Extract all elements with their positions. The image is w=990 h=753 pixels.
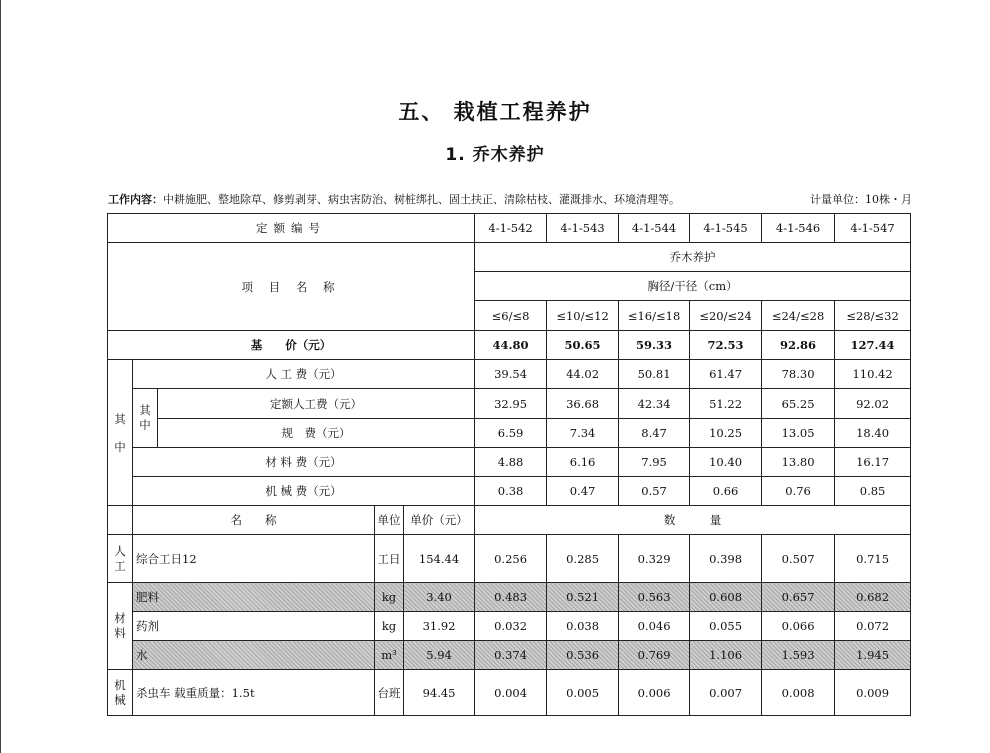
quota-labor-row [108, 389, 911, 419]
resource-unit: 台班 [375, 670, 404, 716]
code-row [108, 214, 911, 243]
section-title: 五、 栽植工程养护 [398, 100, 592, 124]
resource-row-machine [108, 670, 911, 716]
machine-fee-value: 0.38 [475, 477, 547, 506]
sub-of-which-label: 其中 [133, 389, 158, 448]
quantity-cell: 1.593 [762, 641, 835, 670]
machine-fee-value: 0.85 [835, 477, 911, 506]
group-row [108, 243, 911, 272]
quota-labor-label: 定额人工费（元） [158, 389, 475, 419]
code-cell: 4-1-544 [619, 214, 690, 243]
machine-fee-row [108, 477, 911, 506]
quantity-cell: 0.072 [835, 612, 911, 641]
quantity-cell: 0.256 [475, 535, 547, 583]
resource-name: 药剂 [133, 612, 375, 641]
quota-labor-value: 65.25 [762, 389, 835, 419]
quantity-cell: 0.715 [835, 535, 911, 583]
quantity-cell: 0.032 [475, 612, 547, 641]
quantity-header: 数 量 [475, 506, 911, 535]
material-fee-value: 6.16 [547, 448, 619, 477]
labor-fee-value: 50.81 [619, 360, 690, 389]
name-header: 名 称 [133, 506, 375, 535]
labor-fee-row [108, 360, 911, 389]
code-cell: 4-1-545 [690, 214, 762, 243]
resource-name: 水 [133, 641, 375, 670]
fee-row [108, 419, 911, 448]
code-label: 定额编号 [108, 214, 475, 243]
unit-header: 单位 [375, 506, 404, 535]
material-fee-value: 13.80 [762, 448, 835, 477]
category-machine: 机械 [108, 670, 133, 716]
material-fee-value: 10.40 [690, 448, 762, 477]
measure-unit: 计量单位：10株・月 [810, 193, 912, 206]
quantity-cell: 0.285 [547, 535, 619, 583]
labor-fee-value: 44.02 [547, 360, 619, 389]
resource-price: 31.92 [404, 612, 475, 641]
material-fee-value: 7.95 [619, 448, 690, 477]
quantity-cell: 0.398 [690, 535, 762, 583]
quota-labor-value: 51.22 [690, 389, 762, 419]
quantity-cell: 0.004 [475, 670, 547, 716]
range-cell: ≤20/≤24 [690, 301, 762, 331]
quantity-cell: 0.005 [547, 670, 619, 716]
quantity-cell: 0.007 [690, 670, 762, 716]
resource-unit: kg [375, 583, 404, 612]
quantity-cell: 0.769 [619, 641, 690, 670]
work-content-label: 工作内容： [108, 193, 163, 206]
range-cell: ≤16/≤18 [619, 301, 690, 331]
quantity-cell: 0.374 [475, 641, 547, 670]
quantity-cell: 0.006 [619, 670, 690, 716]
machine-fee-label: 机 械 费（元） [133, 477, 475, 506]
material-fee-value: 16.17 [835, 448, 911, 477]
fee-value: 13.05 [762, 419, 835, 448]
code-cell: 4-1-547 [835, 214, 911, 243]
base-price-label: 基 价（元） [108, 331, 475, 360]
code-cell: 4-1-542 [475, 214, 547, 243]
machine-fee-value: 0.57 [619, 477, 690, 506]
quota-labor-value: 42.34 [619, 389, 690, 419]
quantity-cell: 0.521 [547, 583, 619, 612]
resource-price: 5.94 [404, 641, 475, 670]
group-label: 乔木养护 [475, 243, 911, 272]
fee-value: 18.40 [835, 419, 911, 448]
resource-row-pesticide [108, 612, 911, 641]
quantity-cell: 0.009 [835, 670, 911, 716]
quantity-cell: 0.038 [547, 612, 619, 641]
quantity-cell: 0.329 [619, 535, 690, 583]
labor-fee-label: 人 工 费（元） [133, 360, 475, 389]
quantity-cell: 0.046 [619, 612, 690, 641]
code-cell: 4-1-543 [547, 214, 619, 243]
resource-unit: 工日 [375, 535, 404, 583]
base-price-row [108, 331, 911, 360]
range-cell: ≤28/≤32 [835, 301, 911, 331]
resource-unit: kg [375, 612, 404, 641]
work-content-line [108, 191, 912, 207]
of-which-label: 其中 [108, 360, 133, 506]
resource-price: 3.40 [404, 583, 475, 612]
item-name-label: 项 目 名 称 [108, 243, 475, 331]
labor-fee-value: 61.47 [690, 360, 762, 389]
range-cell: ≤24/≤28 [762, 301, 835, 331]
base-price-value: 44.80 [475, 331, 547, 360]
quantity-cell: 0.055 [690, 612, 762, 641]
machine-fee-value: 0.76 [762, 477, 835, 506]
quantity-cell: 0.563 [619, 583, 690, 612]
base-price-value: 50.65 [547, 331, 619, 360]
resource-price: 94.45 [404, 670, 475, 716]
fee-value: 8.47 [619, 419, 690, 448]
fee-value: 10.25 [690, 419, 762, 448]
base-price-value: 59.33 [619, 331, 690, 360]
category-material: 材料 [108, 583, 133, 670]
quota-labor-value: 32.95 [475, 389, 547, 419]
range-cell: ≤6/≤8 [475, 301, 547, 331]
resource-name: 综合工日12 [133, 535, 375, 583]
code-cell: 4-1-546 [762, 214, 835, 243]
base-price-value: 92.86 [762, 331, 835, 360]
quota-table [107, 213, 911, 716]
quantity-cell: 0.536 [547, 641, 619, 670]
machine-fee-value: 0.47 [547, 477, 619, 506]
quantity-cell: 1.106 [690, 641, 762, 670]
material-fee-value: 4.88 [475, 448, 547, 477]
resource-row-labor [108, 535, 911, 583]
resource-row-water [108, 641, 911, 670]
quantity-cell: 0.608 [690, 583, 762, 612]
work-content-text: 中耕施肥、整地除草、修剪剥芽、病虫害防治、树桩绑扎、固土扶正、清除枯枝、灌溉排水、环境清理等。 [163, 193, 680, 206]
base-price-value: 127.44 [835, 331, 911, 360]
resource-name: 杀虫车 载重质量：1.5t [133, 670, 375, 716]
labor-fee-value: 39.54 [475, 360, 547, 389]
quantity-cell: 0.066 [762, 612, 835, 641]
quantity-cell: 1.945 [835, 641, 911, 670]
resource-name: 肥料 [133, 583, 375, 612]
fee-label: 规 费（元） [158, 419, 475, 448]
quantity-cell: 0.008 [762, 670, 835, 716]
fee-value: 7.34 [547, 419, 619, 448]
range-cell: ≤10/≤12 [547, 301, 619, 331]
resource-price: 154.44 [404, 535, 475, 583]
material-fee-row [108, 448, 911, 477]
resource-unit: m³ [375, 641, 404, 670]
diameter-label: 胸径/干径（cm） [475, 272, 911, 301]
blank-cell [108, 506, 133, 535]
labor-fee-value: 78.30 [762, 360, 835, 389]
quantity-cell: 0.507 [762, 535, 835, 583]
base-price-value: 72.53 [690, 331, 762, 360]
category-labor: 人工 [108, 535, 133, 583]
labor-fee-value: 110.42 [835, 360, 911, 389]
resource-header-row [108, 506, 911, 535]
fee-value: 6.59 [475, 419, 547, 448]
quantity-cell: 0.483 [475, 583, 547, 612]
quantity-cell: 0.682 [835, 583, 911, 612]
quantity-cell: 0.657 [762, 583, 835, 612]
quota-labor-value: 92.02 [835, 389, 911, 419]
material-fee-label: 材 料 费（元） [133, 448, 475, 477]
machine-fee-value: 0.66 [690, 477, 762, 506]
unit-price-header: 单价（元） [404, 506, 475, 535]
subsection-title: 1. 乔木养护 [445, 145, 545, 165]
resource-row-fertilizer [108, 583, 911, 612]
quota-labor-value: 36.68 [547, 389, 619, 419]
